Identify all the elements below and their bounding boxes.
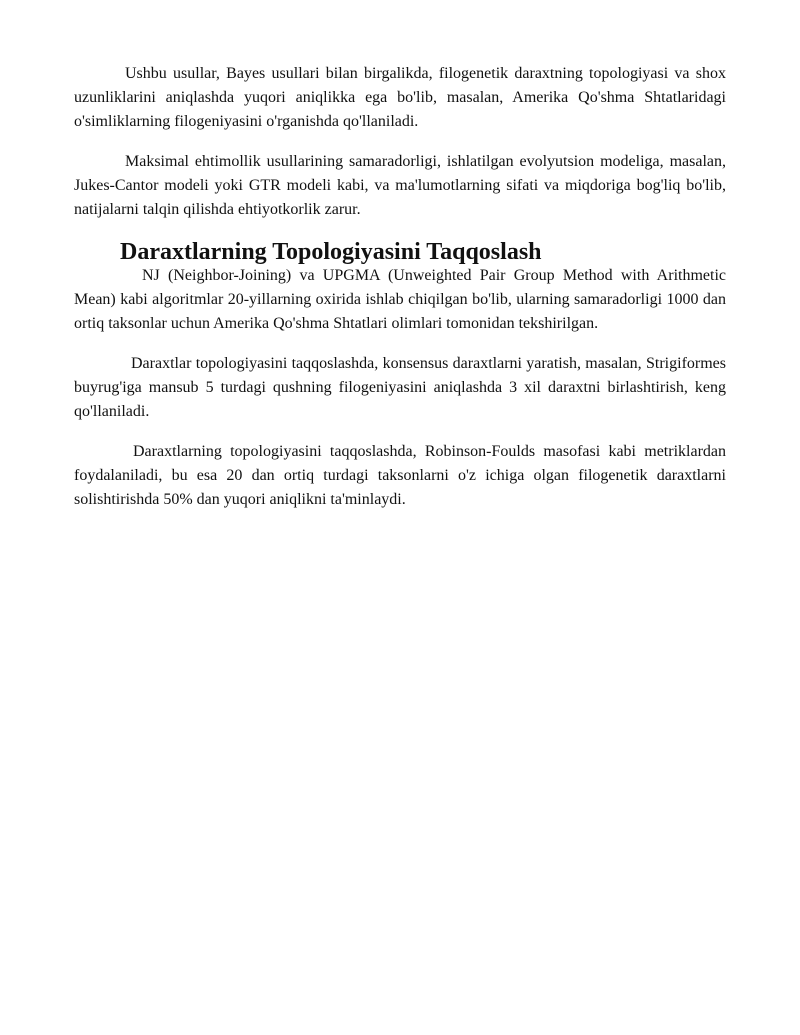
paragraph-consensus-trees: Daraxtlar topologiyasini taqqoslashda, konsensus daraxtlarni yaratish, masalan, Strigiformes buyrug'iga mansub 5 turdagi qushning filogeniyasini aniqlashda 3 xil daraxtni birlashtirish, keng qo'llaniladi. (74, 355, 726, 420)
paragraph-robinson-foulds: Daraxtlarning topologiyasini taqqoslashda, Robinson-Foulds masofasi kabi metriklardan foydalaniladi, bu esa 20 dan ortiq turdagi taksonlarni o'z ichiga olgan filogenetik daraxtlarni solishtirishda 50% dan yuqori aniqlikni ta'minlaydi. (74, 443, 726, 508)
document-page (74, 62, 726, 528)
paragraph-nj-upgma: NJ (Neighbor-Joining) va UPGMA (Unweighted Pair Group Method with Arithmetic Mean) kabi algoritmlar 20-yillarning oxirida ishlab chiqilgan bo'lib, ularning samaradorligi 1000 dan ortiq taksonlar uchun Amerika Qo'shma Shtatlari olimlari tomonidan tekshirilgan. (74, 267, 726, 332)
paragraph-maximum-likelihood: Maksimal ehtimollik usullarining samaradorligi, ishlatilgan evolyutsion modeliga, masalan, Jukes-Cantor modeli yoki GTR modeli kabi, va ma'lumotlarning sifati va miqdoriga bog'liq bo'lib, natijalarni talqin qilishda ehtiyotkorlik zarur. (74, 153, 726, 218)
section-heading: Daraxtlarning Topologiyasini Taqqoslash (120, 239, 542, 265)
paragraph-methods-bayes: Ushbu usullar, Bayes usullari bilan birgalikda, filogenetik daraxtning topologiyasi va shox uzunliklarini aniqlashda yuqori aniqlikka ega bo'lib, masalan, Amerika Qo'shma Shtatlaridagi o'simliklarning filogeniyasini o'rganishda qo'llaniladi. (74, 65, 726, 130)
